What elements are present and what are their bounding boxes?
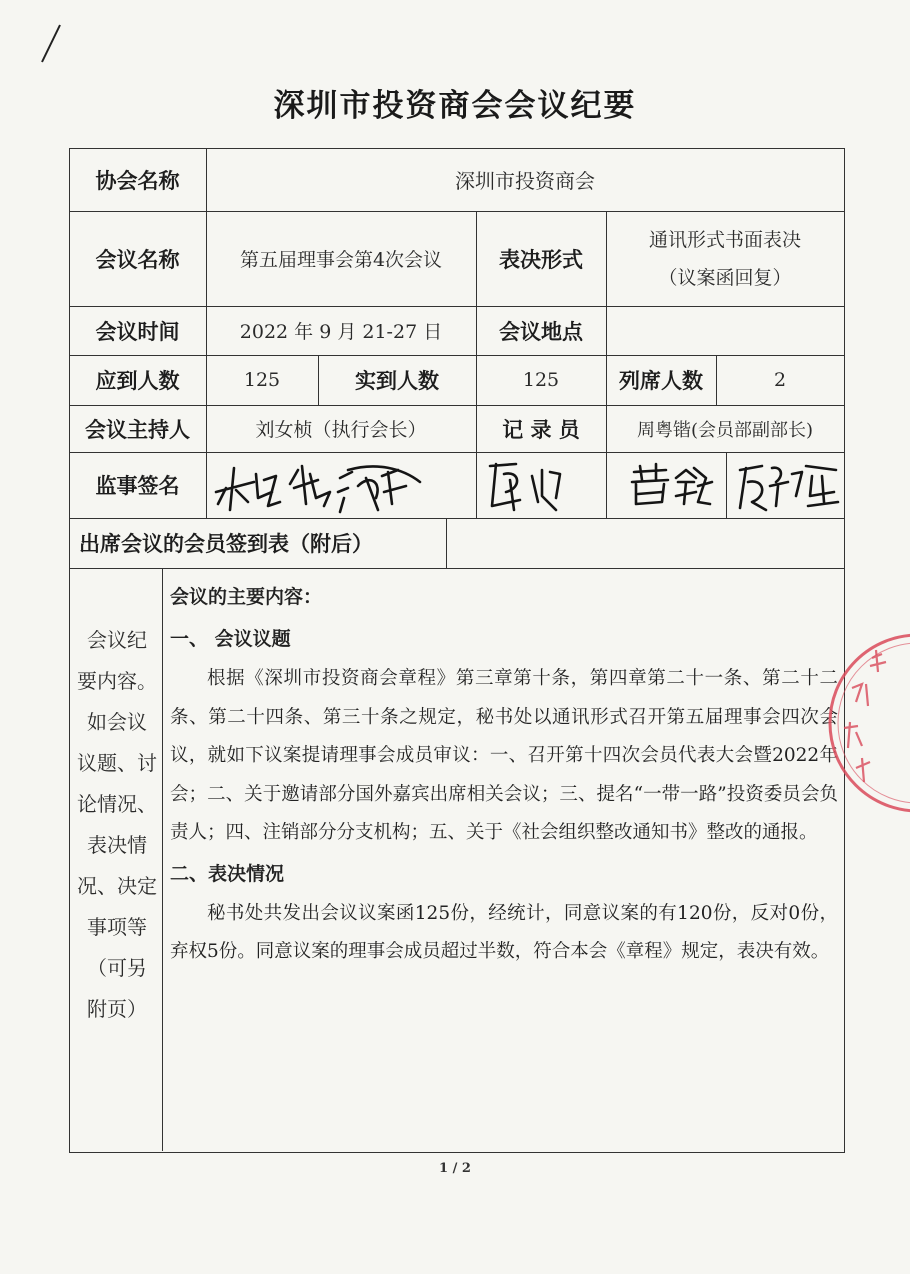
summary-content bbox=[170, 576, 838, 972]
meeting-name-value: 第五届理事会第4次会议 bbox=[239, 249, 443, 271]
meeting-time-value: 2022 年 9 月 21-27 日 bbox=[239, 321, 443, 343]
official-seal bbox=[826, 628, 910, 818]
signature-4 bbox=[726, 452, 844, 518]
note-line: 会议纪 bbox=[87, 628, 147, 652]
recorder-value: 周粤锴(会员部副部长) bbox=[636, 419, 814, 441]
assoc-name-label: 协会名称 bbox=[95, 168, 180, 193]
signature-2 bbox=[476, 452, 606, 518]
meeting-place-value bbox=[606, 306, 844, 355]
recorder-label: 记 录 员 bbox=[502, 417, 580, 442]
host-label: 会议主持人 bbox=[85, 417, 190, 442]
assoc-name-value: 深圳市投资商会 bbox=[455, 169, 595, 193]
signin-sheet-label: 出席会议的会员签到表（附后） bbox=[79, 532, 373, 556]
meeting-time-label: 会议时间 bbox=[95, 319, 180, 344]
vote-form-line1: 通讯形式书面表决 bbox=[648, 228, 801, 251]
host-value: 刘女桢（执行会长） bbox=[255, 419, 427, 441]
document-title: 深圳市投资商会会议纪要 bbox=[273, 88, 637, 124]
note-line: （可另 bbox=[87, 956, 147, 980]
expected-count-label: 应到人数 bbox=[95, 369, 180, 393]
note-line: 事项等 bbox=[87, 915, 147, 939]
meeting-name-label: 会议名称 bbox=[95, 247, 180, 272]
summary-instructions bbox=[76, 620, 158, 1030]
section2-text: 秘书处共发出会议议案函125份，经统计，同意议案的有120份，反对0份，弃权5份。同意议案的理事会成员超过半数，符合本会《章程》规定，表决有效。 bbox=[170, 902, 838, 962]
section1-heading: 一、 会议议题 bbox=[170, 628, 291, 650]
section1-text: 根据《深圳市投资商会章程》第三章第十条，第四章第二十一条、第二十二条、第二十四条、第三十条之规定，秘书处以通讯形式召开第五届理事会四次会议，就如下议案提请理事会成员审议：一、召开第十四次会员代表大会暨2022年会；二、关于邀请部分国外嘉宾出席相关会议；三、提名“一带一路”投资委员会负责人；四、注销部分分支机构；五、关于《社会组织整改通知书》整改的通报。 bbox=[170, 668, 838, 843]
actual-count-value: 125 bbox=[522, 369, 560, 391]
pen-mark bbox=[36, 22, 66, 66]
note-line: 附页） bbox=[87, 997, 147, 1021]
attend-count-label: 列席人数 bbox=[619, 369, 703, 393]
attend-count-value: 2 bbox=[773, 369, 787, 391]
expected-count-value: 125 bbox=[243, 369, 281, 391]
supervisor-sign-label: 监事签名 bbox=[95, 474, 180, 498]
main-heading: 会议的主要内容： bbox=[170, 586, 323, 608]
note-line: 论情况、 bbox=[77, 792, 157, 816]
note-line: 况、决定 bbox=[77, 874, 157, 898]
note-line: 如会议 bbox=[87, 710, 147, 734]
vote-form-line2: （议案函回复） bbox=[658, 266, 792, 289]
meeting-place-label: 会议地点 bbox=[499, 319, 583, 344]
vote-form-label: 表决形式 bbox=[499, 247, 583, 272]
note-line: 要内容。 bbox=[77, 669, 157, 693]
note-line: 议题、讨 bbox=[77, 751, 157, 775]
signature-3 bbox=[606, 452, 726, 518]
section2-heading: 二、表决情况 bbox=[170, 862, 285, 885]
note-line: 表决情 bbox=[87, 833, 147, 857]
page-number: 1 / 2 bbox=[439, 1161, 471, 1176]
signature-1 bbox=[206, 452, 476, 518]
vote-form-value bbox=[606, 211, 844, 306]
actual-count-label: 实到人数 bbox=[355, 369, 439, 393]
